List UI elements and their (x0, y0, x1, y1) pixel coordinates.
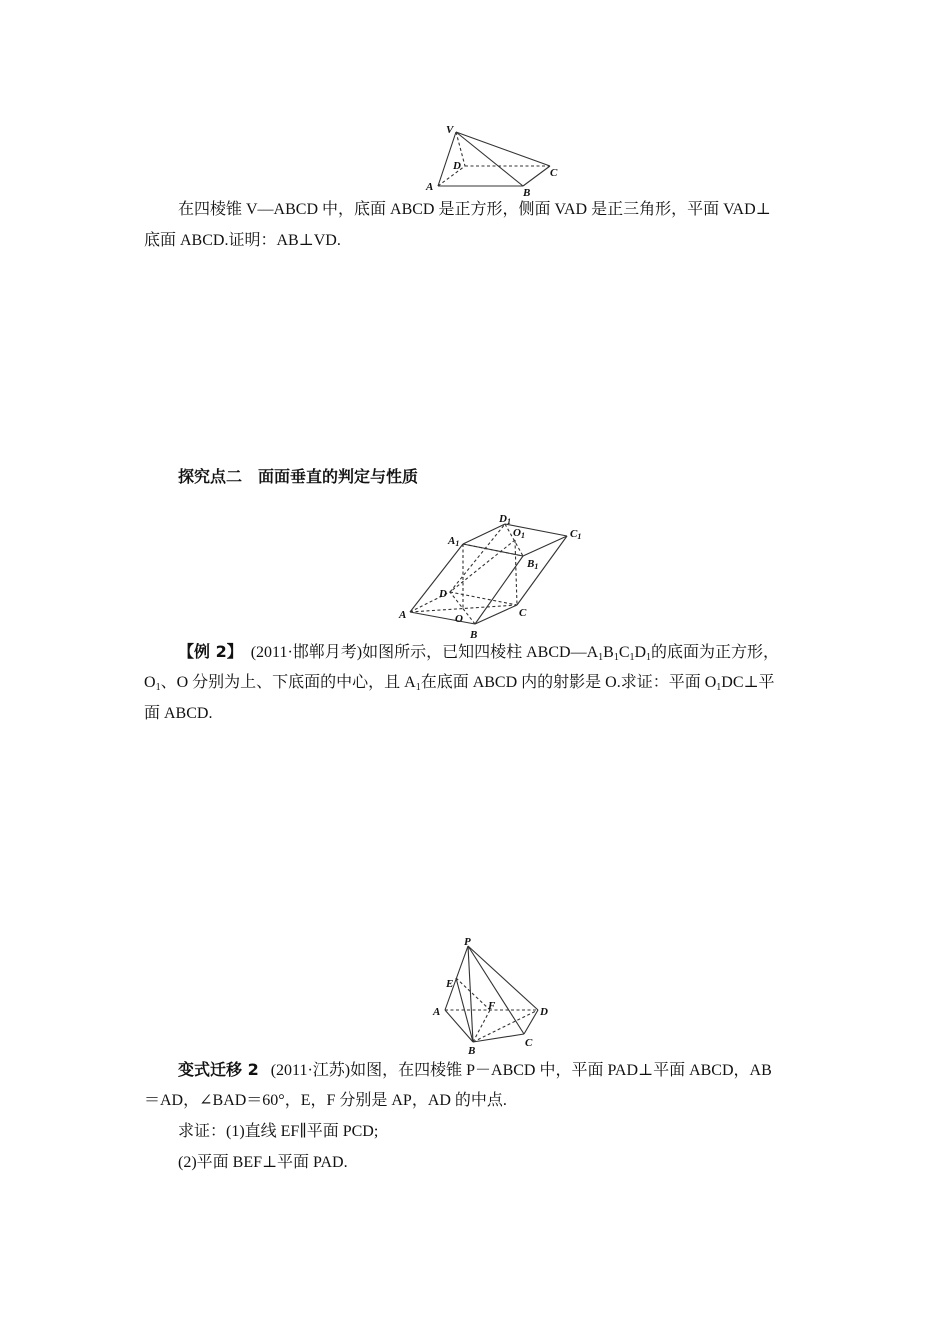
label-o1: O1 (513, 527, 525, 540)
label-p: P (464, 936, 471, 948)
label-d: D (540, 1006, 548, 1018)
example2-line3: 面 ABCD. (144, 705, 213, 722)
label-a1: A1 (448, 535, 460, 548)
label-e: E (446, 978, 454, 990)
problem1-text-2 (144, 225, 808, 256)
example2-line1: 【例 2】 (2011·邯郸月考)如图所示，已知四棱柱 $ABCD—A_1B_1C_1D_1$的底面为正方形， (178, 642, 780, 663)
prism-figure (395, 512, 595, 642)
pyramid-vabcd-figure (420, 122, 560, 197)
label-c: C (550, 167, 558, 179)
variant2-source: (2011·江苏) (270, 1062, 351, 1079)
label-d: D (439, 588, 447, 600)
variant2-line1: 变式迁移 2 (2011·江苏)如图，在四棱锥 P－ABCD 中，平面 PAD⊥平面 ABCD，AB (178, 1060, 772, 1079)
problem1-text (144, 194, 808, 225)
label-d1: D1 (499, 513, 511, 526)
label-b: B (523, 187, 531, 197)
label-v: V (446, 124, 454, 136)
problem1-line1: 在四棱锥 V—ABCD 中，底面 ABCD 是正方形，侧面 VAD 是正三角形，平面 VAD⊥ (178, 201, 771, 218)
problem1-line2: 底面 ABCD.证明：AB⊥VD. (144, 232, 341, 249)
label-f: F (488, 1000, 496, 1012)
label-b: B (470, 629, 478, 641)
example2-tag: 【例 2】 (178, 642, 243, 661)
label-a: A (399, 609, 407, 621)
label-a: A (433, 1006, 441, 1018)
section-title: 探究点二 面面垂直的判定与性质 (178, 467, 419, 486)
example2-line2: $O_1$、O 分别为上、下底面的中心，且 $A_1$在底面 ABCD 内的射影是 O.求证：平面 $O_1DC\perp$平 (144, 674, 775, 693)
pyramid-pabcd-figure (428, 936, 558, 1058)
variant2-line4: (2)平面 BEF⊥平面 PAD. (178, 1154, 348, 1171)
label-c: C (525, 1037, 533, 1049)
label-b1: B1 (527, 558, 539, 571)
example2-source: (2011·邯郸月考) (250, 644, 363, 661)
label-o: O (455, 613, 463, 625)
variant2-line2: ＝AD，∠BAD＝60°，E，F 分别是 AP，AD 的中点. (144, 1092, 507, 1109)
variant2-tag: 变式迁移 2 (178, 1060, 259, 1079)
label-d: D (453, 160, 461, 172)
variant2-line3: 求证：(1)直线 EF∥平面 PCD; (178, 1123, 379, 1140)
label-c1: C1 (570, 528, 582, 541)
label-c: C (519, 607, 527, 619)
label-b: B (468, 1045, 476, 1057)
label-a: A (426, 181, 434, 193)
